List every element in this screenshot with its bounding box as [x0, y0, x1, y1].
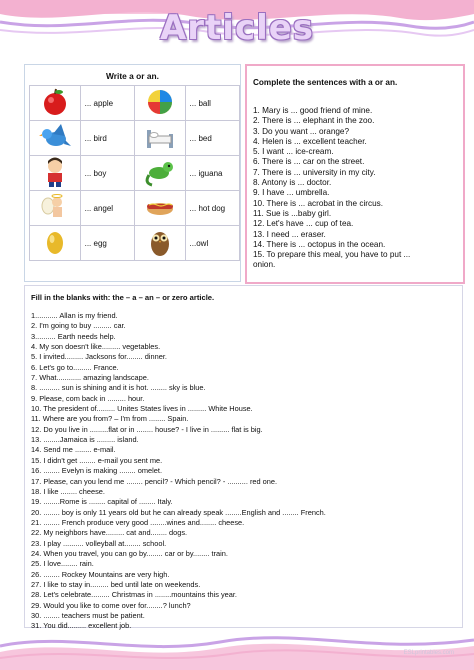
table-row — [30, 121, 240, 156]
list-item: 14. There is ... octopus in the ocean. — [253, 239, 386, 249]
write-a-or-an-section — [24, 64, 241, 282]
angel-icon — [30, 191, 81, 226]
list-item: 20. ........ boy is only 11 years old but he can already speak ........English and ........ French. — [31, 507, 326, 517]
list-item: 16. ........ Evelyn is making ........ omelet. — [31, 466, 163, 476]
fill-item: ... bed — [185, 121, 239, 156]
fill-item: ... hot dog — [185, 191, 239, 226]
list-item: 13. I need ... eraser. — [253, 229, 326, 239]
list-item: 12. Do you live in .........flat or in ........ house? - I live in ......... flat is big. — [31, 424, 263, 434]
list-item: 10. There is ... acrobat in the circus. — [253, 198, 384, 208]
section-title: Complete the sentences with a or an. — [253, 78, 398, 87]
list-item: 26. ........ Rockey Mountains are very high. — [31, 569, 170, 579]
list-item: 23. I play .......... volleyball at........ school. — [31, 538, 167, 548]
list-item: 18. I like ........ cheese. — [31, 486, 105, 496]
complete-sentences-section — [245, 64, 465, 284]
fill-item: ... boy — [80, 156, 134, 191]
section-title: Fill in the blanks with: the – a – an – or zero article. — [31, 293, 215, 302]
picture-word-table — [29, 85, 240, 261]
watermark: ESLprintables.com — [403, 650, 454, 656]
page-title: Articles — [159, 8, 315, 48]
list-item: 4. My son doesn't like......... vegetables. — [31, 342, 161, 352]
list-item: 31. You did......... excellent job. — [31, 621, 132, 631]
table-row — [30, 191, 240, 226]
section-title: Write a or an. — [106, 71, 159, 81]
owl-icon — [134, 226, 185, 261]
list-item: 3.......... Earth needs help. — [31, 331, 116, 341]
list-item: 10. The president of......... Unites States lives in ......... White House. — [31, 404, 253, 414]
list-item: 17. Please, can you lend me ........ pencil? - Which pencil? - .......... red one. — [31, 476, 278, 486]
bed-icon — [134, 121, 185, 156]
boy-icon — [30, 156, 81, 191]
list-item: 15. To prepare this meal, you have to put ... — [253, 250, 411, 260]
list-item: 5. I want ... ice-cream. — [253, 147, 334, 157]
fill-item: ... iguana — [185, 156, 239, 191]
fill-item: ... ball — [185, 86, 239, 121]
list-item: 12. Let's have ... cup of tea. — [253, 219, 354, 229]
list-item: 25. I love........ rain. — [31, 559, 94, 569]
table-row — [30, 156, 240, 191]
fill-in-blanks-section — [24, 285, 463, 631]
list-item: 5. I invited......... Jacksons for........ dinner. — [31, 352, 167, 362]
apple-icon — [30, 86, 81, 121]
list-item: 24. When you travel, you can go by........ car or by........ train. — [31, 548, 228, 558]
table-row — [30, 86, 240, 121]
exercise-list — [31, 311, 456, 632]
list-item: onion. — [253, 260, 276, 270]
list-item: 3. Do you want ... orange? — [253, 126, 350, 136]
list-item: 19. ........Rome is ........ capital of ........ Italy. — [31, 497, 173, 507]
list-item: 11. Sue is ...baby girl. — [253, 208, 332, 218]
list-item: 9. I have ... umbrella. — [253, 188, 330, 198]
list-item: 7. What............ amazing landscape. — [31, 373, 149, 383]
list-item: 7. There is ... university in my city. — [253, 167, 376, 177]
list-item: 1. Mary is ... good friend of mine. — [253, 106, 373, 115]
fill-item: ... bird — [80, 121, 134, 156]
fill-item: ... angel — [80, 191, 134, 226]
list-item: 14. Send me ........ e-mail. — [31, 445, 116, 455]
list-item: 2. I'm going to buy ......... car. — [31, 321, 126, 331]
table-row — [30, 226, 240, 261]
list-item: 28. Let's celebrate......... Christmas in ........mountains this year. — [31, 590, 237, 600]
list-item: 29. Would you like to come over for........? lunch? — [31, 600, 191, 610]
list-item: 2. There is ... elephant in the zoo. — [253, 116, 375, 126]
list-item: 30. ........ teachers must be patient. — [31, 610, 145, 620]
fill-item: ... apple — [80, 86, 134, 121]
list-item: 1........... Allan is my friend. — [31, 311, 118, 320]
bottom-wave-decoration — [0, 628, 474, 670]
fill-item: ... egg — [80, 226, 134, 261]
list-item: 9. Please, com back in ......... hour. — [31, 393, 145, 403]
fill-item: ...owl — [185, 226, 239, 261]
ball-icon — [134, 86, 185, 121]
list-item: 6. Let's go to......... France. — [31, 362, 119, 372]
list-item: 21. ........ French produce very good ........wines and........ cheese. — [31, 517, 245, 527]
list-item: 6. There is ... car on the street. — [253, 157, 365, 167]
list-item: 8. Antony is ... doctor. — [253, 178, 332, 188]
list-item: 15. I didn't get ........ e-mail you sent me. — [31, 455, 163, 465]
list-item: 13. ........Jamaica is ......... island. — [31, 435, 139, 445]
hot-dog-icon — [134, 191, 185, 226]
list-item: 27. I like to stay in......... bed until late on weekends. — [31, 579, 201, 589]
list-item: 22. My neighbors have......... cat and........ dogs. — [31, 528, 188, 538]
iguana-icon — [134, 156, 185, 191]
bird-icon — [30, 121, 81, 156]
sentence-list — [253, 106, 457, 271]
list-item: 4. Helen is ... excellent teacher. — [253, 136, 367, 146]
list-item: 8. .......... sun is shining and it is hot. ........ sky is blue. — [31, 383, 206, 393]
list-item: 11. Where are you from? – I'm from ........ Spain. — [31, 414, 189, 424]
egg-icon — [30, 226, 81, 261]
